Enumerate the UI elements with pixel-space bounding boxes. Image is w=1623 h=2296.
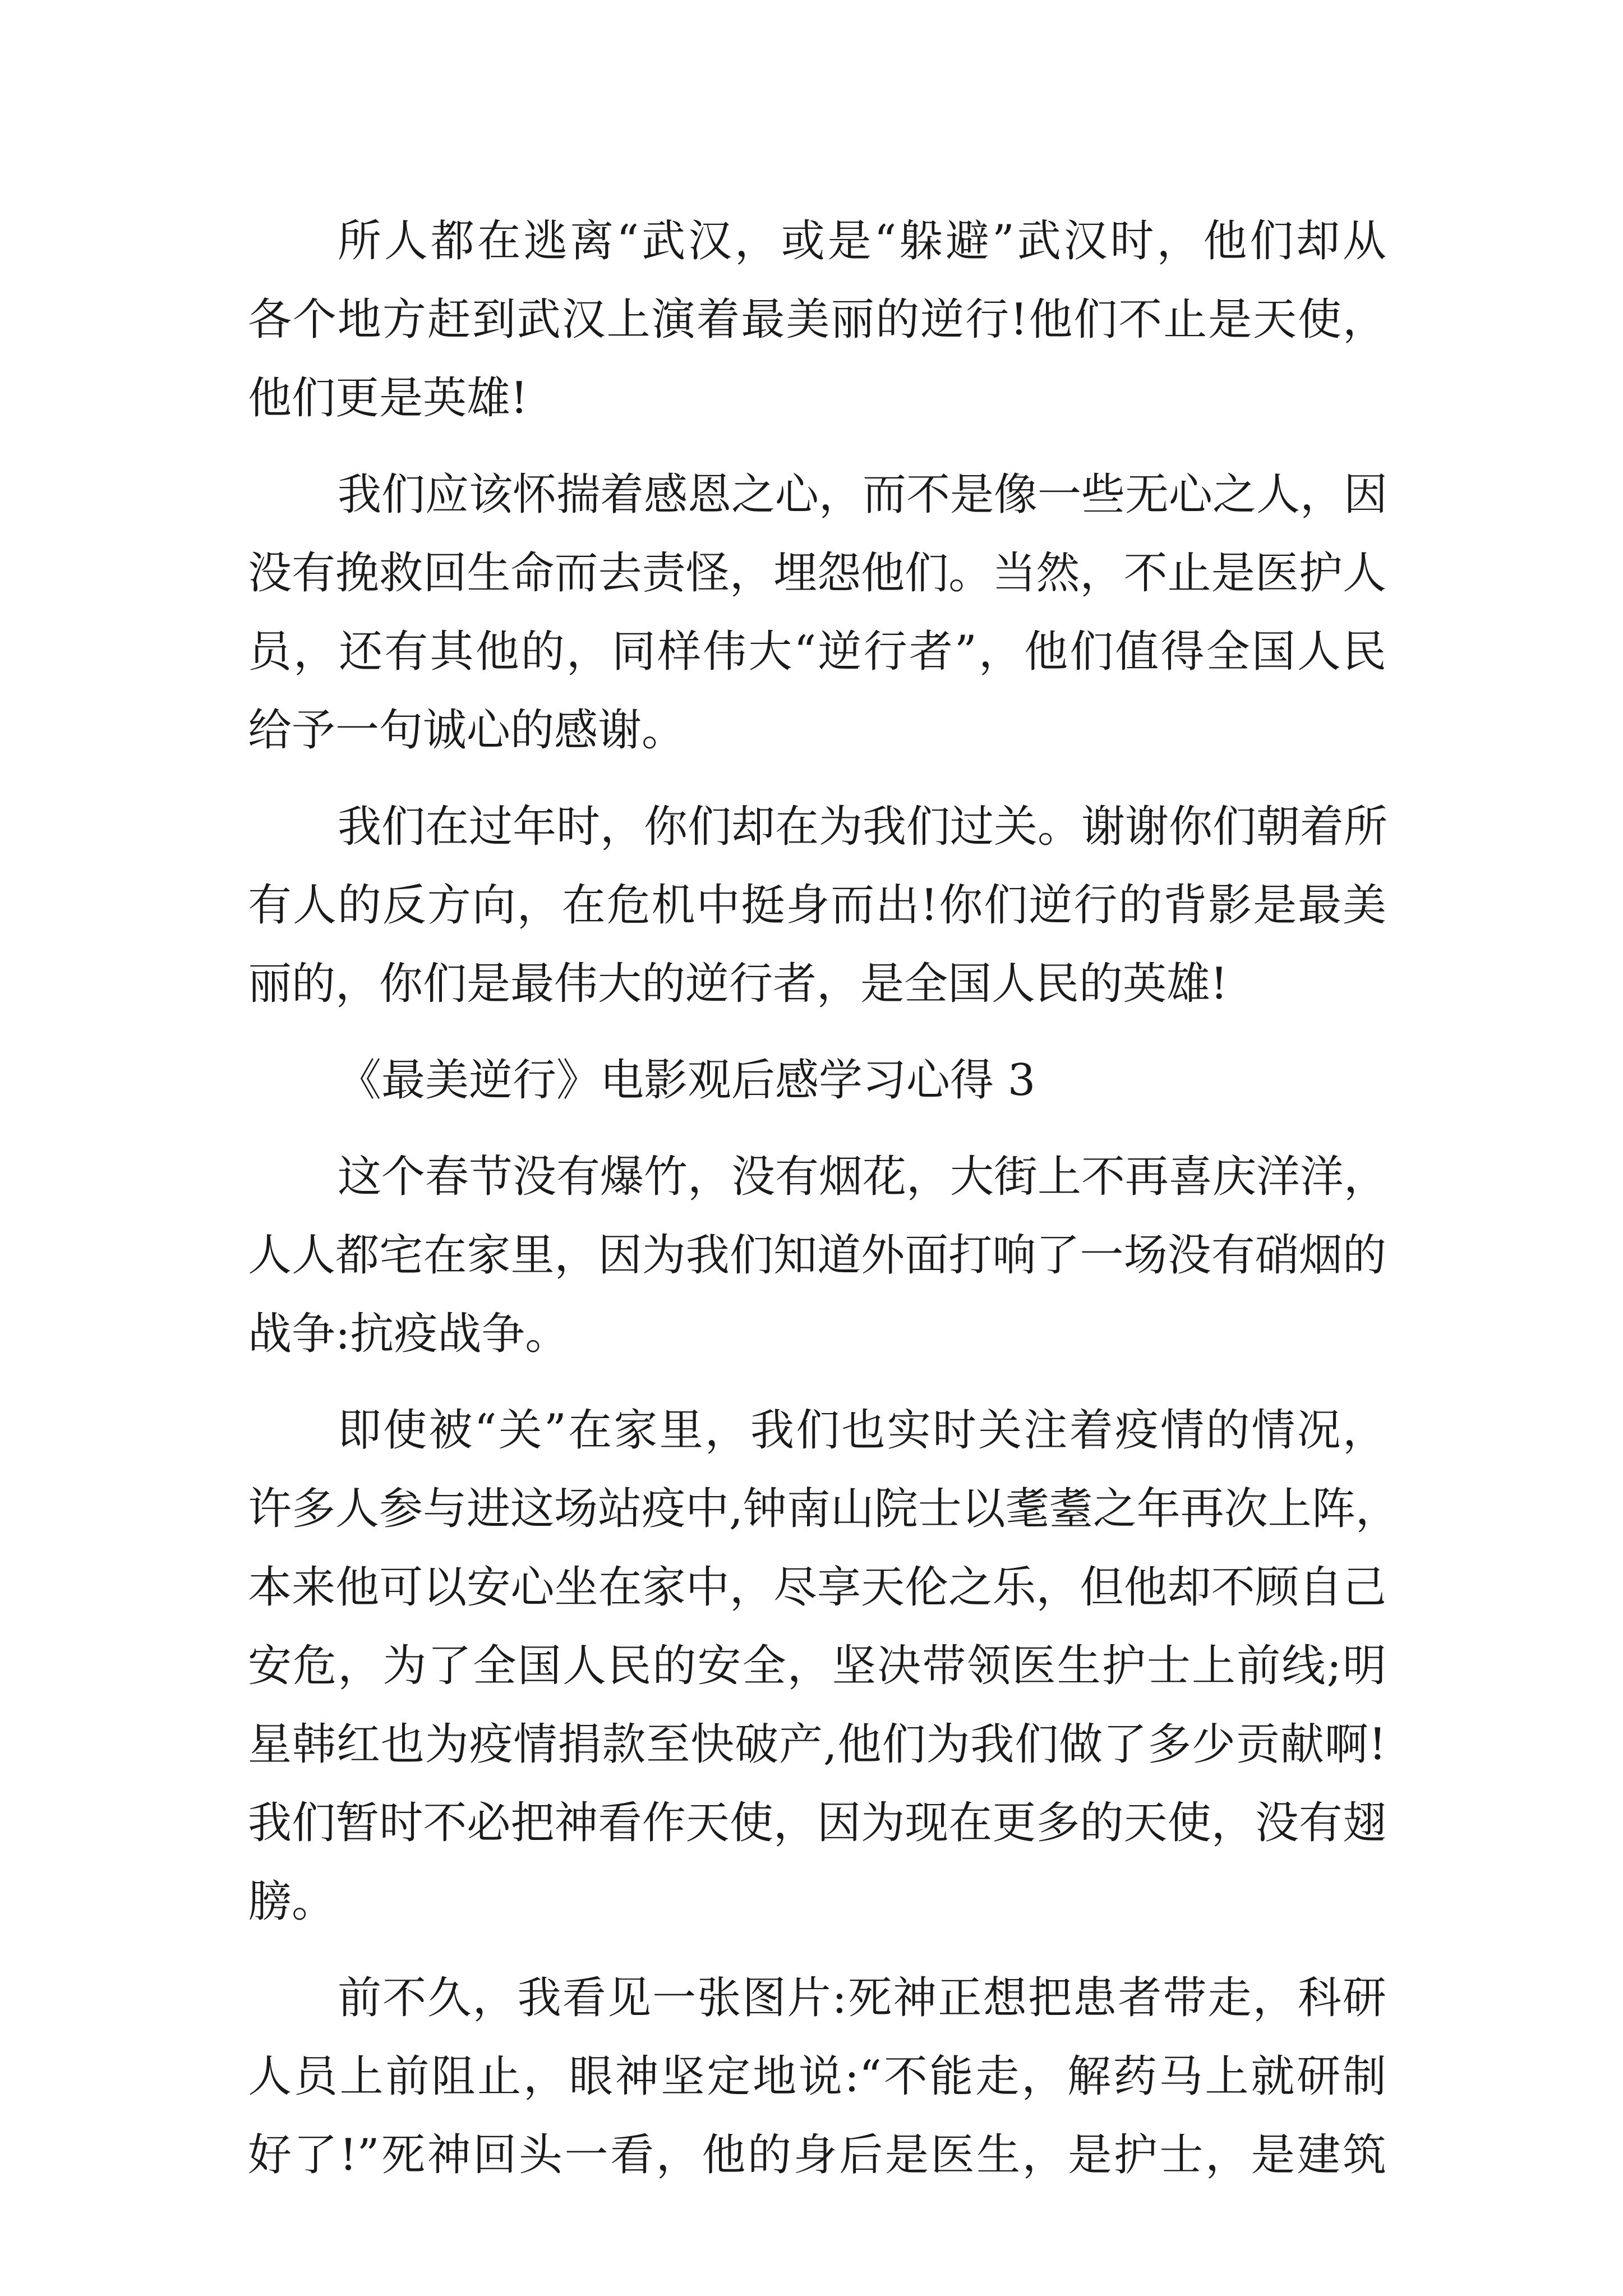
- paragraph: [248, 455, 1386, 770]
- text-line: 即使被“关”在家里，我们也实时关注着疫情的情况，: [338, 1405, 1386, 1456]
- text-line: 有人的反方向，在危机中挺身而出!你们逆行的背影是最美: [248, 880, 1386, 931]
- section-heading: [248, 1041, 1386, 1120]
- paragraph: [248, 1959, 1386, 2194]
- text-line: 战争:抗疫战争。: [248, 1309, 569, 1359]
- heading-line: 《最美逆行》电影观后感学习心得 3: [338, 1055, 1036, 1106]
- text-line: 我们应该怀揣着感恩之心，而不是像一些无心之人，因: [338, 470, 1388, 520]
- paragraph-spacing: [248, 1023, 1386, 1041]
- paragraph-spacing: [248, 1373, 1386, 1391]
- paragraph: [248, 788, 1386, 1023]
- text-line: 本来他可以安心坐在家中，尽享天伦之乐，但他却不顾自己: [248, 1562, 1386, 1613]
- text-line: 各个地方赶到武汉上演着最美丽的逆行!他们不止是天使，: [248, 295, 1386, 345]
- text-line: 丽的，你们是最伟大的逆行者，是全国人民的英雄!: [248, 959, 1228, 1009]
- text-line: 星韩红也为疫情捐款至快破产,他们为我们做了多少贡献啊!: [248, 1719, 1386, 1770]
- text-line: 他们更是英雄!: [248, 373, 528, 424]
- text-line: 所人都在逃离“武汉，或是“躲避”武汉时，他们却从: [338, 216, 1386, 266]
- document-body: [248, 202, 1399, 2194]
- text-line: 我们在过年时，你们却在为我们过关。谢谢你们朝着所: [338, 802, 1388, 852]
- paragraph: [248, 1391, 1399, 1941]
- text-line: 我们暂时不必把神看作天使，因为现在更多的天使，没有翅: [248, 1798, 1386, 1848]
- paragraph-spacing: [248, 1941, 1386, 1959]
- text-line: 安危，为了全国人民的安全，坚决带领医生护士上前线;明: [248, 1641, 1386, 1691]
- paragraph-spacing: [248, 770, 1386, 788]
- paragraph: [248, 202, 1386, 438]
- paragraph: [248, 1138, 1386, 1373]
- paragraph-spacing: [248, 1120, 1386, 1138]
- text-line: 人人都宅在家里，因为我们知道外面打响了一场没有硝烟的: [248, 1230, 1386, 1281]
- text-line: 没有挽救回生命而去责怪，埋怨他们。当然，不止是医护人: [248, 548, 1386, 599]
- paragraph-spacing: [248, 438, 1386, 455]
- text-line: 人员上前阻止，眼神坚定地说:“不能走，解药马上就研制: [248, 2051, 1386, 2102]
- text-line: 这个春节没有爆竹，没有烟花，大街上不再喜庆洋洋，: [338, 1152, 1388, 1202]
- text-line: 许多人参与进这场站疫中,钟南山院士以耄耋之年再次上阵，: [248, 1484, 1399, 1534]
- text-line: 员，还有其他的，同样伟大“逆行者”，他们值得全国人民: [248, 627, 1386, 677]
- text-line: 好了!”死神回头一看，他的身后是医生，是护士，是建筑: [248, 2130, 1386, 2180]
- text-line: 给予一句诚心的感谢。: [248, 705, 686, 756]
- text-line: 前不久，我看见一张图片:死神正想把患者带走，科研: [338, 1973, 1386, 2023]
- text-line: 膀。: [248, 1876, 336, 1927]
